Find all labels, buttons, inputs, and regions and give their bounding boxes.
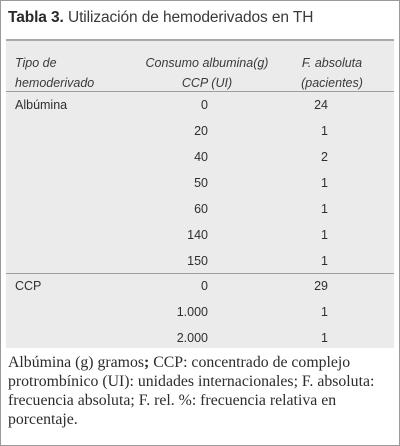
header-consumo-line2: CCP (UI) xyxy=(181,76,233,90)
table-footnote xyxy=(8,353,394,429)
cell-absoluta: 29 xyxy=(314,279,328,293)
header-rule xyxy=(6,91,394,92)
cell-consumo: 0 xyxy=(201,279,208,293)
group-rule xyxy=(6,273,394,274)
cell-absoluta: 1 xyxy=(321,228,328,242)
cell-tipo: CCP xyxy=(15,279,42,293)
header-absoluta xyxy=(282,53,382,93)
header-tipo xyxy=(15,53,125,93)
footnote-separator: ; xyxy=(144,354,150,371)
footnote-part1: Albúmina (g) gramos xyxy=(8,354,145,371)
header-absoluta-line1: F. absoluta xyxy=(301,56,363,70)
header-consumo xyxy=(132,53,282,93)
header-tipo-line2: hemoderivado xyxy=(15,76,95,90)
cell-absoluta: 1 xyxy=(321,176,328,190)
cell-absoluta: 1 xyxy=(321,305,328,319)
cell-consumo: 40 xyxy=(194,150,208,164)
table-title-text: Utilización de hemoderivados en TH xyxy=(68,9,314,26)
table-title xyxy=(8,9,393,27)
cell-consumo: 20 xyxy=(194,124,208,138)
data-table xyxy=(6,39,394,348)
cell-absoluta: 1 xyxy=(321,202,328,216)
header-absoluta-line2: (pacientes) xyxy=(301,76,363,90)
cell-consumo: 2.000 xyxy=(176,331,208,345)
cell-absoluta: 2 xyxy=(321,150,328,164)
cell-consumo: 50 xyxy=(194,176,208,190)
table-number: Tabla 3. xyxy=(8,9,64,26)
header-tipo-line1: Tipo de xyxy=(15,56,57,70)
cell-consumo: 150 xyxy=(187,254,208,268)
cell-consumo: 60 xyxy=(194,202,208,216)
cell-consumo: 140 xyxy=(187,228,208,242)
cell-consumo: 0 xyxy=(201,98,208,112)
cell-absoluta: 1 xyxy=(321,331,328,345)
cell-absoluta: 24 xyxy=(314,98,328,112)
header-consumo-line1: Consumo albumina(g) xyxy=(145,56,269,70)
cell-tipo: Albúmina xyxy=(15,98,68,112)
footnote-part2: CCP: concentrado de complejo protrombínico (UI): unidades internacionales; F. absoluta: frecuencia absoluta; F. rel. %: frecuencia relativa en porcentaje. xyxy=(8,354,375,428)
cell-absoluta: 1 xyxy=(321,254,328,268)
cell-absoluta: 1 xyxy=(321,124,328,138)
cell-consumo: 1.000 xyxy=(176,305,208,319)
